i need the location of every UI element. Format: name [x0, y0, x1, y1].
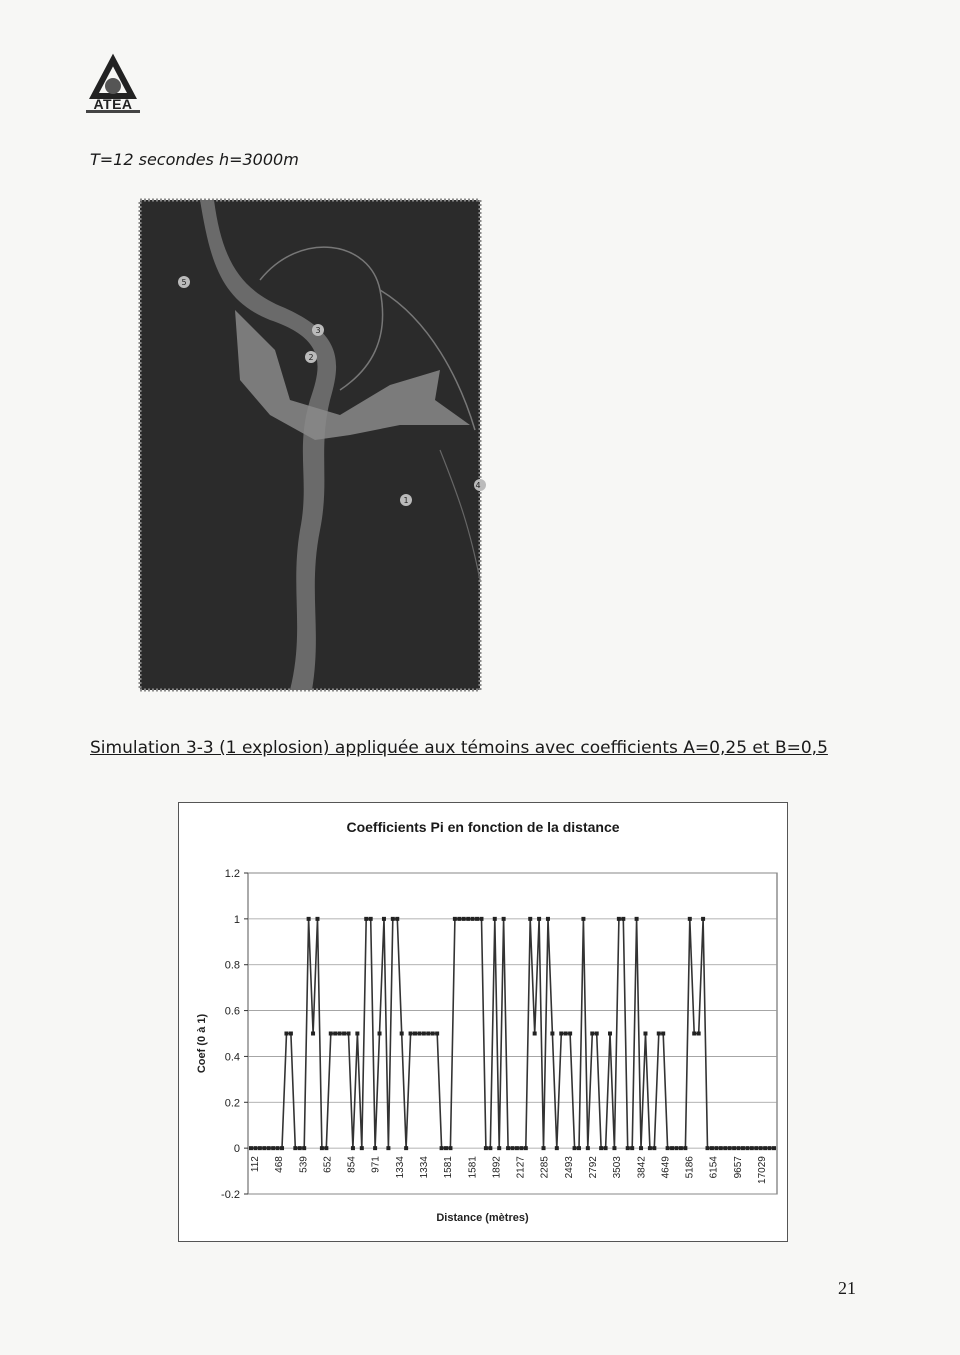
x-tick-label: 2285	[539, 1156, 551, 1179]
x-tick-label: 3503	[612, 1156, 624, 1179]
x-tick-label: 2792	[588, 1156, 599, 1179]
data-point	[661, 1032, 665, 1036]
data-point	[422, 1032, 426, 1036]
data-point	[329, 1032, 333, 1036]
data-point	[475, 917, 479, 921]
data-point	[497, 1146, 501, 1150]
data-point	[324, 1146, 328, 1150]
data-point	[701, 917, 705, 921]
data-point	[355, 1032, 359, 1036]
data-point	[253, 1146, 257, 1150]
data-point	[657, 1032, 661, 1036]
data-point	[573, 1146, 577, 1150]
data-point	[262, 1146, 266, 1150]
section-heading: Simulation 3-3 (1 explosion) appliquée aux témoins avec coefficients A=0,25 et B=0,5	[90, 738, 828, 758]
map-marker	[400, 494, 412, 506]
x-tick-label: 9657	[732, 1156, 744, 1179]
data-point	[448, 1146, 452, 1150]
data-point	[617, 917, 621, 921]
data-point	[741, 1146, 745, 1150]
data-point	[351, 1146, 355, 1150]
x-tick-label: 112	[250, 1156, 261, 1173]
data-point	[511, 1146, 515, 1150]
data-point	[276, 1146, 280, 1150]
x-tick-label: 17029	[757, 1156, 768, 1184]
data-point	[440, 1146, 444, 1150]
data-point	[293, 1146, 297, 1150]
data-point	[714, 1146, 718, 1150]
data-point	[626, 1146, 630, 1150]
data-point	[413, 1032, 417, 1036]
data-point	[417, 1032, 421, 1036]
data-point	[542, 1146, 546, 1150]
data-point	[338, 1032, 342, 1036]
logo-text: ATEA	[93, 96, 133, 112]
data-point	[444, 1146, 448, 1150]
data-point	[391, 917, 395, 921]
x-tick-label: 468	[274, 1156, 286, 1173]
data-point	[568, 1032, 572, 1036]
data-point	[533, 1032, 537, 1036]
data-point	[674, 1146, 678, 1150]
data-point	[550, 1032, 554, 1036]
data-point	[342, 1032, 346, 1036]
data-point	[621, 917, 625, 921]
data-point	[599, 1146, 603, 1150]
data-point	[280, 1146, 284, 1150]
data-point	[320, 1146, 324, 1150]
data-point	[471, 917, 475, 921]
data-point	[506, 1146, 510, 1150]
data-point	[435, 1032, 439, 1036]
data-point	[360, 1146, 364, 1150]
data-point	[267, 1146, 271, 1150]
data-point	[586, 1146, 590, 1150]
line-chart	[179, 803, 787, 1241]
data-point	[484, 1146, 488, 1150]
data-point	[639, 1146, 643, 1150]
data-point	[426, 1032, 430, 1036]
data-point	[493, 917, 497, 921]
data-point	[364, 917, 368, 921]
data-point	[745, 1146, 749, 1150]
data-point	[386, 1146, 390, 1150]
map-marker	[178, 276, 190, 288]
data-point	[307, 917, 311, 921]
data-point	[559, 1032, 563, 1036]
x-tick-label: 2127	[515, 1156, 527, 1179]
data-point	[723, 1146, 727, 1150]
y-tick-label: 0.2	[224, 1097, 240, 1110]
map-marker	[312, 324, 324, 336]
data-point	[706, 1146, 710, 1150]
data-point	[284, 1032, 288, 1036]
x-tick-label: 539	[298, 1156, 310, 1173]
data-point	[546, 917, 550, 921]
data-point	[373, 1146, 377, 1150]
data-point	[488, 1146, 492, 1150]
data-point	[453, 917, 457, 921]
data-point	[683, 1146, 687, 1150]
data-point	[311, 1032, 315, 1036]
data-point	[315, 917, 319, 921]
y-tick-label: -0.2	[221, 1189, 240, 1201]
y-tick-label: 0	[233, 1143, 240, 1156]
data-point	[604, 1146, 608, 1150]
x-tick-label: 5186	[684, 1156, 696, 1179]
data-point	[577, 1146, 581, 1150]
x-tick-label: 1334	[394, 1156, 406, 1179]
x-tick-label: 971	[370, 1156, 382, 1173]
data-point	[612, 1146, 616, 1150]
data-point	[581, 917, 585, 921]
y-tick-label: 1.2	[224, 868, 240, 880]
data-point	[737, 1146, 741, 1150]
map-marker	[305, 351, 317, 363]
data-point	[763, 1146, 767, 1150]
x-tick-label: 1581	[443, 1156, 455, 1179]
data-point	[537, 917, 541, 921]
data-point	[555, 1146, 559, 1150]
data-point	[479, 917, 483, 921]
data-point	[457, 917, 461, 921]
data-point	[697, 1032, 701, 1036]
data-point	[648, 1146, 652, 1150]
y-tick-label: 1	[233, 913, 240, 926]
data-point	[395, 917, 399, 921]
x-tick-label: 1892	[491, 1156, 503, 1179]
x-tick-label: 4649	[660, 1156, 672, 1179]
data-point	[289, 1032, 293, 1036]
data-point	[643, 1032, 647, 1036]
x-tick-label: 652	[322, 1156, 334, 1173]
x-axis-label: Distance (mètres)	[436, 1212, 529, 1224]
data-point	[750, 1146, 754, 1150]
svg-text:1: 1	[403, 496, 409, 505]
data-point	[630, 1146, 634, 1150]
data-point	[710, 1146, 714, 1150]
x-tick-label: 3842	[636, 1156, 648, 1179]
data-point	[378, 1032, 382, 1036]
data-point	[670, 1146, 674, 1150]
data-point	[652, 1146, 656, 1150]
chart-container	[178, 802, 788, 1242]
data-point	[519, 1146, 523, 1150]
data-point	[404, 1146, 408, 1150]
y-tick-label: 0.6	[224, 1005, 240, 1018]
data-point	[515, 1146, 519, 1150]
data-point	[298, 1146, 302, 1150]
data-point	[524, 1146, 528, 1150]
data-point	[754, 1146, 758, 1150]
data-point	[719, 1146, 723, 1150]
data-point	[502, 917, 506, 921]
data-point	[666, 1146, 670, 1150]
svg-text:4: 4	[475, 481, 481, 490]
data-point	[768, 1146, 772, 1150]
simulation-map	[140, 200, 480, 690]
data-point	[528, 917, 532, 921]
data-point	[608, 1032, 612, 1036]
data-point	[732, 1146, 736, 1150]
x-tick-label: 6154	[708, 1156, 720, 1179]
chart-title: Coefficients Pi en fonction de la distance	[346, 819, 620, 835]
data-point	[772, 1146, 776, 1150]
simulation-subtitle: T=12 secondes h=3000m	[90, 150, 299, 169]
data-point	[564, 1032, 568, 1036]
svg-text:2: 2	[308, 353, 314, 362]
x-tick-label: 1334	[419, 1156, 430, 1179]
x-tick-label: 1581	[467, 1156, 479, 1179]
data-point	[759, 1146, 763, 1150]
data-point	[333, 1032, 337, 1036]
data-point	[382, 917, 386, 921]
data-point	[347, 1032, 351, 1036]
data-point	[409, 1032, 413, 1036]
data-point	[258, 1146, 262, 1150]
y-axis-label: Coef (0 à 1)	[196, 1013, 208, 1074]
svg-text:3: 3	[315, 326, 321, 335]
data-point	[692, 1032, 696, 1036]
data-point	[302, 1146, 306, 1150]
page-number: 21	[838, 1278, 856, 1298]
data-point	[466, 917, 470, 921]
data-point	[400, 1032, 404, 1036]
data-point	[590, 1032, 594, 1036]
x-tick-label: 854	[346, 1156, 358, 1173]
data-point	[271, 1146, 275, 1150]
atea-logo	[80, 58, 146, 122]
data-point	[369, 917, 373, 921]
data-point	[431, 1032, 435, 1036]
data-point	[249, 1146, 253, 1150]
data-point	[728, 1146, 732, 1150]
data-point	[462, 917, 466, 921]
y-tick-label: 0.8	[224, 959, 240, 972]
data-point	[635, 917, 639, 921]
svg-text:5: 5	[181, 278, 187, 287]
y-tick-label: 0.4	[224, 1051, 240, 1064]
map-marker	[474, 479, 486, 491]
data-point	[595, 1032, 599, 1036]
data-point	[679, 1146, 683, 1150]
x-tick-label: 2493	[563, 1156, 575, 1179]
data-point	[688, 917, 692, 921]
